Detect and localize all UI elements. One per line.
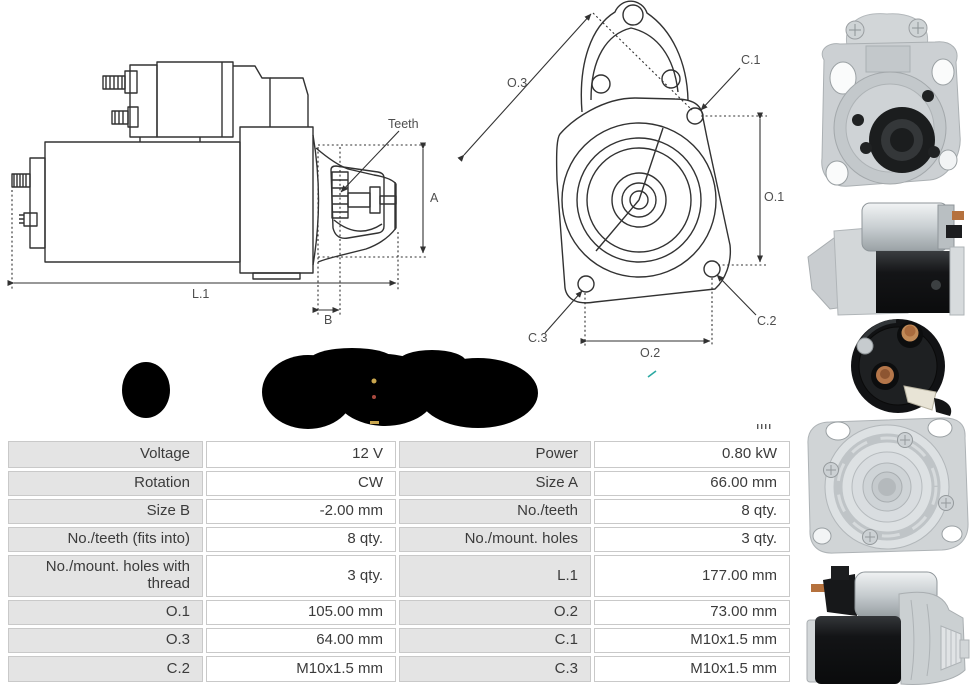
spec-value-cell: M10x1.5 mm (594, 656, 790, 682)
spec-label-cell: No./teeth (399, 499, 591, 524)
dim-label-b: B (324, 313, 333, 327)
spec-value-cell: 64.00 mm (206, 628, 396, 653)
spec-value-cell: CW (206, 471, 396, 496)
spec-label-cell: O.2 (399, 600, 591, 625)
dim-label-c2: C.2 (757, 314, 777, 328)
spec-value-cell: M10x1.5 mm (594, 628, 790, 653)
blob-speck (372, 379, 377, 384)
copper-terminal (952, 211, 964, 220)
spec-value-cell: 0.80 kW (594, 441, 790, 468)
spec-value-cell: 3 qty. (206, 555, 396, 597)
spec-value-cell: 8 qty. (594, 499, 790, 524)
spec-value-cell: 73.00 mm (594, 600, 790, 625)
dim-label-l1: L.1 (192, 287, 210, 301)
blob-speck (370, 421, 379, 424)
side-view-diagram (0, 0, 440, 340)
spec-label-cell: C.1 (399, 628, 591, 653)
spec-value-cell: 66.00 mm (594, 471, 790, 496)
spec-label-cell: C.2 (8, 656, 203, 682)
flange-outline (557, 1, 731, 303)
spec-value-cell: -2.00 mm (206, 499, 396, 524)
starter-outline (12, 62, 396, 279)
hex-bolt (857, 338, 873, 354)
tick-marks (757, 424, 770, 429)
dim-label-a: A (430, 191, 439, 205)
front-dimension-lines (464, 13, 767, 346)
spec-label-cell: Size A (399, 471, 591, 496)
starter-rear-end-plate-photo (800, 406, 973, 561)
spec-label-cell: Power (399, 441, 591, 468)
spec-label-cell: Size B (8, 499, 203, 524)
copper-terminal (811, 584, 825, 592)
spec-value-cell: 3 qty. (594, 527, 790, 552)
spec-value-cell: 8 qty. (206, 527, 396, 552)
starter-front-housing-photo (810, 8, 965, 203)
dim-label-c1: C.1 (741, 53, 761, 67)
spec-label-cell: Rotation (8, 471, 203, 496)
spec-label-cell: No./teeth (fits into) (8, 527, 203, 552)
spec-table (8, 441, 790, 682)
blob-speck (372, 395, 376, 399)
spec-label-cell: No./mount. holes with thread (8, 555, 203, 597)
dim-label-o1: O.1 (764, 190, 785, 204)
spec-value-cell: 105.00 mm (206, 600, 396, 625)
starter-angled-view-photo (803, 560, 970, 692)
dim-label-o2: O.2 (640, 346, 661, 360)
stray-mark (648, 371, 656, 377)
spec-label-cell: O.3 (8, 628, 203, 653)
spec-label-cell: No./mount. holes (399, 527, 591, 552)
dim-label-c3: C.3 (528, 331, 548, 345)
spec-label-cell: Voltage (8, 441, 203, 468)
spec-label-cell: C.3 (399, 656, 591, 682)
spec-label-cell: L.1 (399, 555, 591, 597)
spec-value-cell: M10x1.5 mm (206, 656, 396, 682)
dim-label-teeth: Teeth (388, 117, 419, 131)
spec-label-cell: O.1 (8, 600, 203, 625)
starter-side-view-photo (800, 197, 970, 324)
front-view-diagram (445, 0, 790, 365)
spec-value-cell: 12 V (206, 441, 396, 468)
dim-label-o3: O.3 (507, 76, 528, 90)
spec-value-cell: 177.00 mm (594, 555, 790, 597)
side-dimension-lines (12, 131, 428, 316)
